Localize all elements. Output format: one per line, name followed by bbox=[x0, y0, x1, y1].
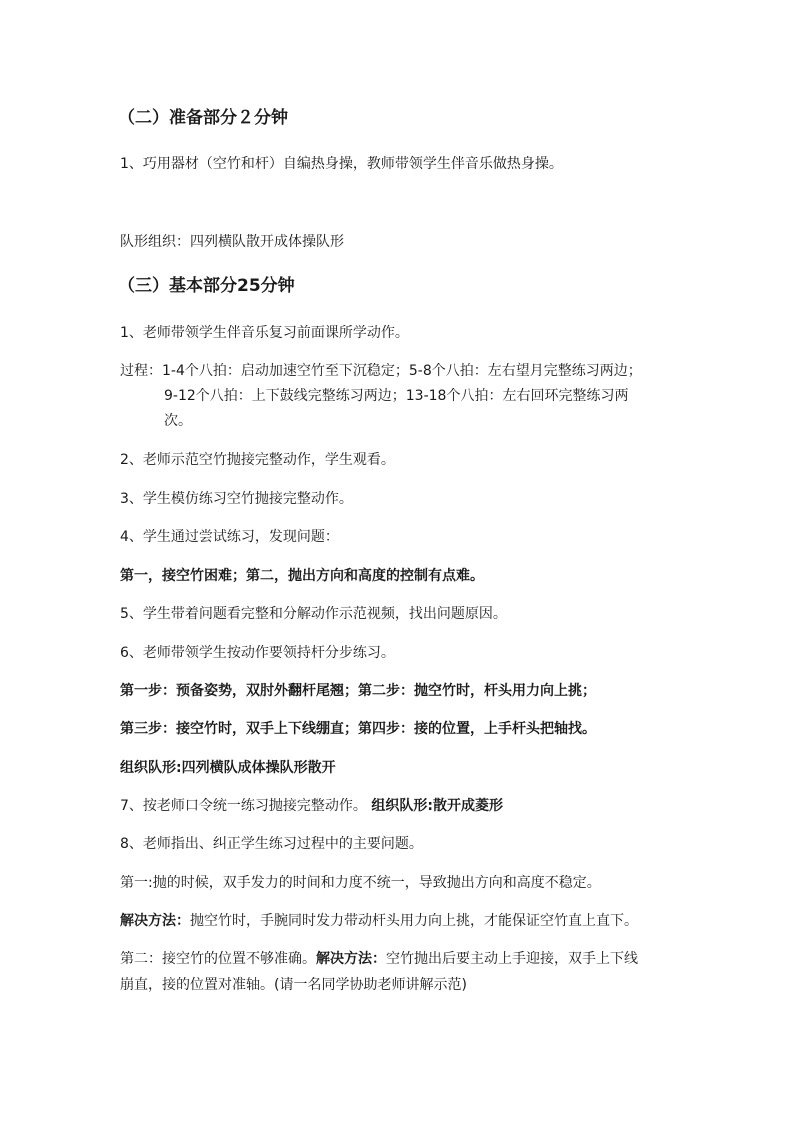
paragraph-text: 7、按老师口令统一练习抛接完整动作。 bbox=[120, 798, 367, 814]
solution-label: 解决方法： bbox=[316, 951, 386, 967]
paragraph-bold: 第一，接空竹困难；第二，抛出方向和高度的控制有点难。 bbox=[120, 568, 484, 584]
paragraph: 3、学生模仿练习空竹抛接完整动作。 bbox=[120, 491, 353, 507]
paragraph: 1、老师带领学生伴音乐复习前面课所学动作。 bbox=[120, 325, 409, 341]
paragraph: 6、老师带领学生按动作要领持杆分步练习。 bbox=[120, 645, 395, 661]
paragraph-bold-inline: 组织队形:散开成菱形 bbox=[371, 798, 503, 814]
paragraph: 5、学生带着问题看完整和分解动作示范视频，找出问题原因。 bbox=[120, 606, 507, 622]
paragraph: 第一:抛的时候，双手发力的时间和力度不统一，导致抛出方向和高度不稳定。 bbox=[120, 875, 601, 891]
section-heading-prep: （二）准备部分２分钟 bbox=[118, 108, 288, 128]
paragraph: 队形组织：四列横队散开成体操队形 bbox=[120, 234, 344, 250]
paragraph-continued: 9-12个八拍：上下鼓线完整练习两边；13-18个八拍：左右回环完整练习两 bbox=[164, 388, 629, 404]
paragraph: 过程：1-4个八拍：启动加速空竹至下沉稳定；5-8个八拍：左右望月完整练习两边； bbox=[120, 363, 642, 379]
paragraph-text: 第二：接空竹的位置不够准确。 bbox=[120, 951, 316, 967]
paragraph bbox=[120, 911, 638, 931]
paragraph bbox=[120, 796, 503, 816]
section-heading-basic: （三）基本部分25分钟 bbox=[118, 276, 295, 296]
paragraph: 4、学生通过尝试练习，发现问题： bbox=[120, 529, 339, 545]
paragraph: 2、老师示范空竹抛接完整动作，学生观看。 bbox=[120, 452, 395, 468]
paragraph-bold: 组织队形:四列横队成体操队形散开 bbox=[120, 760, 336, 776]
paragraph-continued: 崩直，接的位置对准轴。(请一名同学协助老师讲解示范) bbox=[120, 977, 467, 993]
solution-label: 解决方法： bbox=[120, 913, 190, 929]
paragraph-text: 抛空竹时，手腕同时发力带动杆头用力向上挑，才能保证空竹直上直下。 bbox=[190, 913, 638, 929]
paragraph-text: 空竹抛出后要主动上手迎接，双手上下线 bbox=[386, 951, 638, 967]
paragraph bbox=[120, 949, 638, 969]
paragraph-bold: 第一步：预备姿势，双肘外翻杆尾翘；第二步：抛空竹时，杆头用力向上挑； bbox=[120, 683, 596, 699]
paragraph: 1、巧用器材（空竹和杆）自编热身操，教师带领学生伴音乐做热身操。 bbox=[120, 156, 563, 172]
paragraph-continued: 次。 bbox=[164, 413, 192, 429]
paragraph-bold: 第三步：接空竹时，双手上下线绷直；第四步：接的位置，上手杆头把轴找。 bbox=[120, 721, 596, 737]
paragraph: 8、老师指出、纠正学生练习过程中的主要问题。 bbox=[120, 836, 423, 852]
